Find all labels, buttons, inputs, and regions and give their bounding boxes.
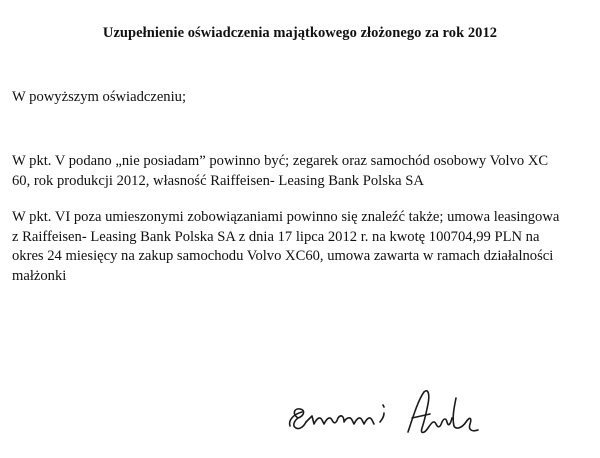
signature-stroke (383, 405, 384, 407)
paragraph-line: z Raiffeisen- Leasing Bank Polska SA z dnia 17 lipca 2012 r. na kwotę 100704,99 PLN na (12, 228, 540, 245)
paragraph-line: W pkt. VI poza umieszonymi zobowiązaniami powinno się znaleźć także; umowa leasingowa (12, 209, 560, 225)
handwritten-signature (284, 378, 498, 448)
signature-stroke (306, 416, 374, 424)
signature-stroke (453, 398, 478, 431)
paragraph-pkt-vi (12, 208, 594, 286)
paragraph-line: małżonki (12, 267, 67, 284)
document-title: Uzupełnienie oświadczenia majątkowego złożonego za rok 2012 (102, 25, 498, 41)
signature-stroke (380, 413, 384, 422)
salutation-line: W powyższym oświadczeniu; (12, 89, 186, 105)
paragraph-line: 60, rok produkcji 2012, własność Raiffeisen- Leasing Bank Polska SA (12, 172, 424, 189)
paragraph-line: okres 24 miesięcy na zakup samochodu Volvo XC60, umowa zawarta w ramach działalności (12, 248, 554, 265)
paragraph-line: W pkt. V podano „nie posiadam” powinno być; zegarek oraz samochód osobowy Volvo XC (12, 153, 549, 169)
paragraph-pkt-v (12, 152, 594, 191)
signature-stroke (408, 391, 452, 433)
